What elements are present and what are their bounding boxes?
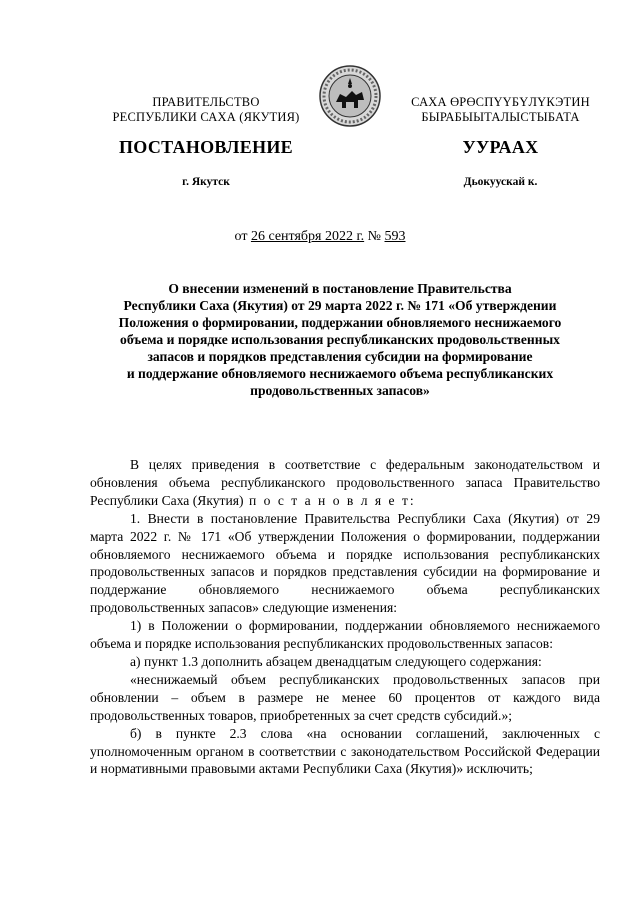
government-name-sakha-line2: БЫРАБЫЫТАЛЫСТЫБАТА	[421, 110, 580, 124]
title-line: и поддержание обновляемого неснижаемого объема республиканских	[126, 366, 554, 381]
government-name-ru	[96, 95, 316, 125]
body-paragraph: «неснижаемый объем республиканских продовольственных запасов при обновлении – объем в размере не менее 60 процентов от каждого вида продовольственных товаров, приобретенных за счет средств субсидий.»;	[90, 671, 600, 723]
doc-type-ru: ПОСТАНОВЛЕНИЕ	[119, 137, 293, 157]
number-prefix: №	[364, 229, 385, 244]
government-name-ru-line1: ПРАВИТЕЛЬСТВО	[152, 95, 260, 109]
document-number: 593	[384, 229, 406, 244]
body-paragraph: б) в пункте 2.3 слова «на основании соглашений, заключенных с уполномоченным органом в соответствии с законодательством Российской Федерации и нормативными правовыми актами Республики Саха (Якутия)» исключить;	[90, 725, 600, 777]
title-line: объема и порядке использования республиканских продовольственных	[120, 332, 560, 347]
document-date: 26 сентября 2022 г.	[250, 229, 365, 244]
body-paragraph	[90, 456, 600, 510]
resolves-word: п о с т а н о в л я е т:	[243, 492, 416, 508]
document-body	[90, 456, 600, 778]
title-line: продовольственных запасов»	[250, 383, 430, 398]
title-line: Положения о формировании, поддержании обновляемого неснижаемого	[118, 315, 562, 330]
doc-type-sakha: УУРААХ	[462, 137, 539, 157]
government-name-sakha-line1: САХА ӨРӨСПҮҮБҮЛҮКЭТИН	[411, 95, 590, 109]
date-prefix: от	[234, 229, 251, 244]
body-paragraph: а) пункт 1.3 дополнить абзацем двенадцатым следующего содержания:	[130, 653, 542, 669]
government-name-ru-line2: РЕСПУБЛИКИ САХА (ЯКУТИЯ)	[112, 110, 300, 124]
body-paragraph: 1. Внести в постановление Правительства Республики Саха (Якутия) от 29 марта 2022 г. № 171 «Об утверждении Положения о формировании, поддержании обновляемого неснижаемого объема и порядке использования республиканских продовольственных запасов и порядков представления субсидии на формирование и поддержание обновляемого неснижаемого объема республиканских продовольственных запасов» следующие изменения:	[90, 510, 600, 616]
preamble-text: В целях приведения в соответствие с федеральным законодательством и обновления объема республиканского продовольственного запаса Правительство Республики Саха (Якутия)	[90, 457, 600, 508]
title-line: Республики Саха (Якутия) от 29 марта 2022 г. № 171 «Об утверждении	[123, 298, 557, 313]
coat-of-arms-emblem	[318, 64, 382, 128]
document-date-number	[0, 229, 640, 245]
title-line: О внесении изменений в постановление Правительства	[168, 281, 512, 296]
title-line: запасов и порядков представления субсидии на формирование	[147, 349, 533, 364]
body-paragraph: 1) в Положении о формировании, поддержании обновляемого неснижаемого объема и порядке использования республиканских продовольственных запасов:	[90, 618, 600, 652]
government-name-sakha	[398, 95, 603, 125]
city-ru: г. Якутск	[182, 176, 230, 188]
city-sakha: Дьокуускай к.	[463, 176, 538, 188]
document-title	[90, 280, 590, 399]
